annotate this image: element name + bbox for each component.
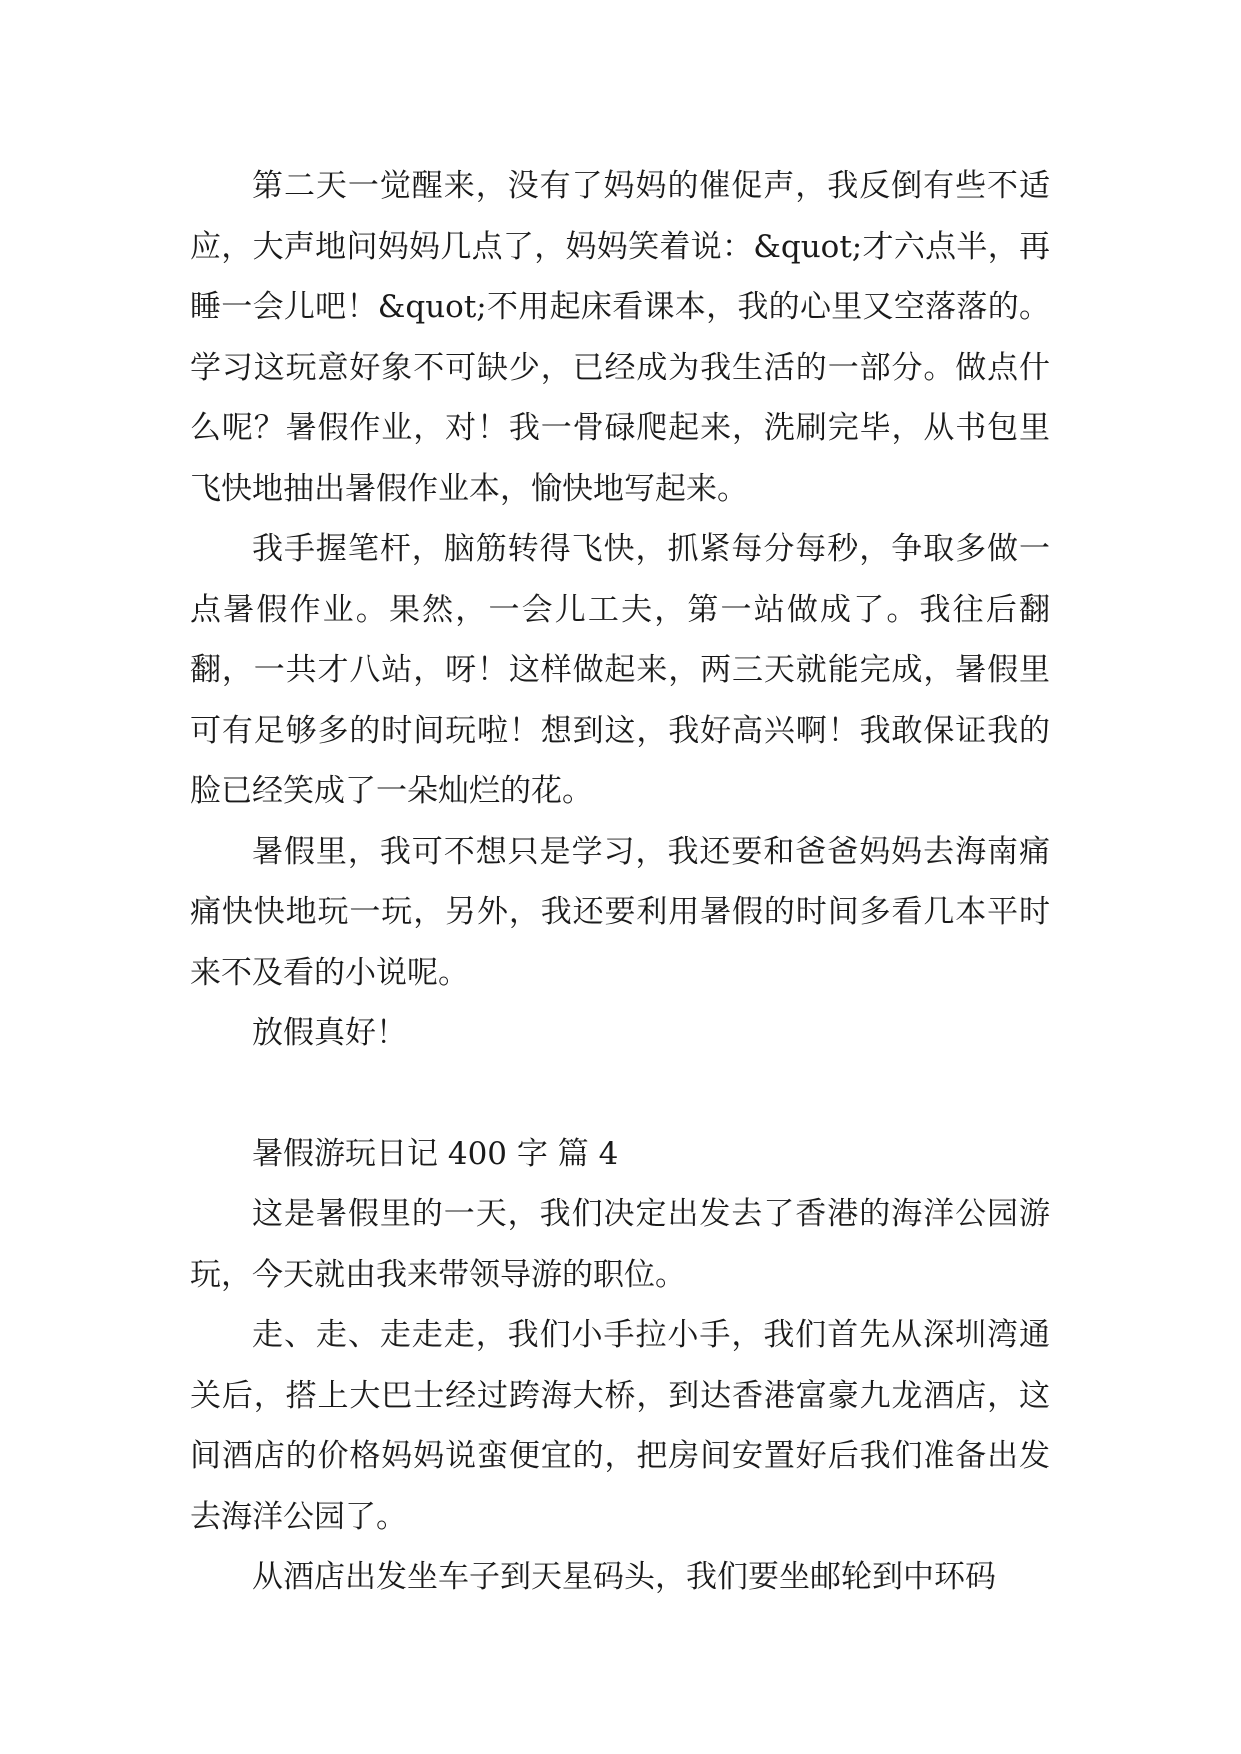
paragraph: 第二天一觉醒来，没有了妈妈的催促声，我反倒有些不适应，大声地问妈妈几点了，妈妈笑着说：&quot;才六点半，再睡一会儿吧！&quot;不用起床看课本，我的心里又空落落的。学习这玩意好象不可缺少，已经成为我生活的一部分。做点什么呢？暑假作业，对！我一骨碌爬起来，洗刷完毕，从书包里飞快地抽出暑假作业本，愉快地写起来。 bbox=[190, 168, 1050, 507]
paragraph: 放假真好！ bbox=[252, 1015, 407, 1051]
paragraph: 我手握笔杆，脑筋转得飞快，抓紧每分每秒，争取多做一点暑假作业。果然，一会儿工夫，第一站做成了。我往后翻翻，一共才八站，呀！这样做起来，两三天就能完成，暑假里可有足够多的时间玩啦！想到这，我好高兴啊！我敢保证我的脸已经笑成了一朵灿烂的花。 bbox=[190, 531, 1050, 809]
section-heading: 暑假游玩日记 400 字 篇 4 bbox=[252, 1135, 619, 1172]
paragraph: 走、走、走走走，我们小手拉小手，我们首先从深圳湾通关后，搭上大巴士经过跨海大桥，到达香港富豪九龙酒店，这间酒店的价格妈妈说蛮便宜的，把房间安置好后我们准备出发去海洋公园了。 bbox=[190, 1317, 1050, 1535]
document-body bbox=[190, 156, 1050, 1608]
paragraph: 暑假里，我可不想只是学习，我还要和爸爸妈妈去海南痛痛快快地玩一玩，另外，我还要利用暑假的时间多看几本平时来不及看的小说呢。 bbox=[190, 833, 1050, 991]
paragraph: 从酒店出发坐车子到天星码头，我们要坐邮轮到中环码 bbox=[252, 1559, 996, 1595]
paragraph: 这是暑假里的一天，我们决定出发去了香港的海洋公园游玩，今天就由我来带领导游的职位。 bbox=[190, 1196, 1050, 1293]
